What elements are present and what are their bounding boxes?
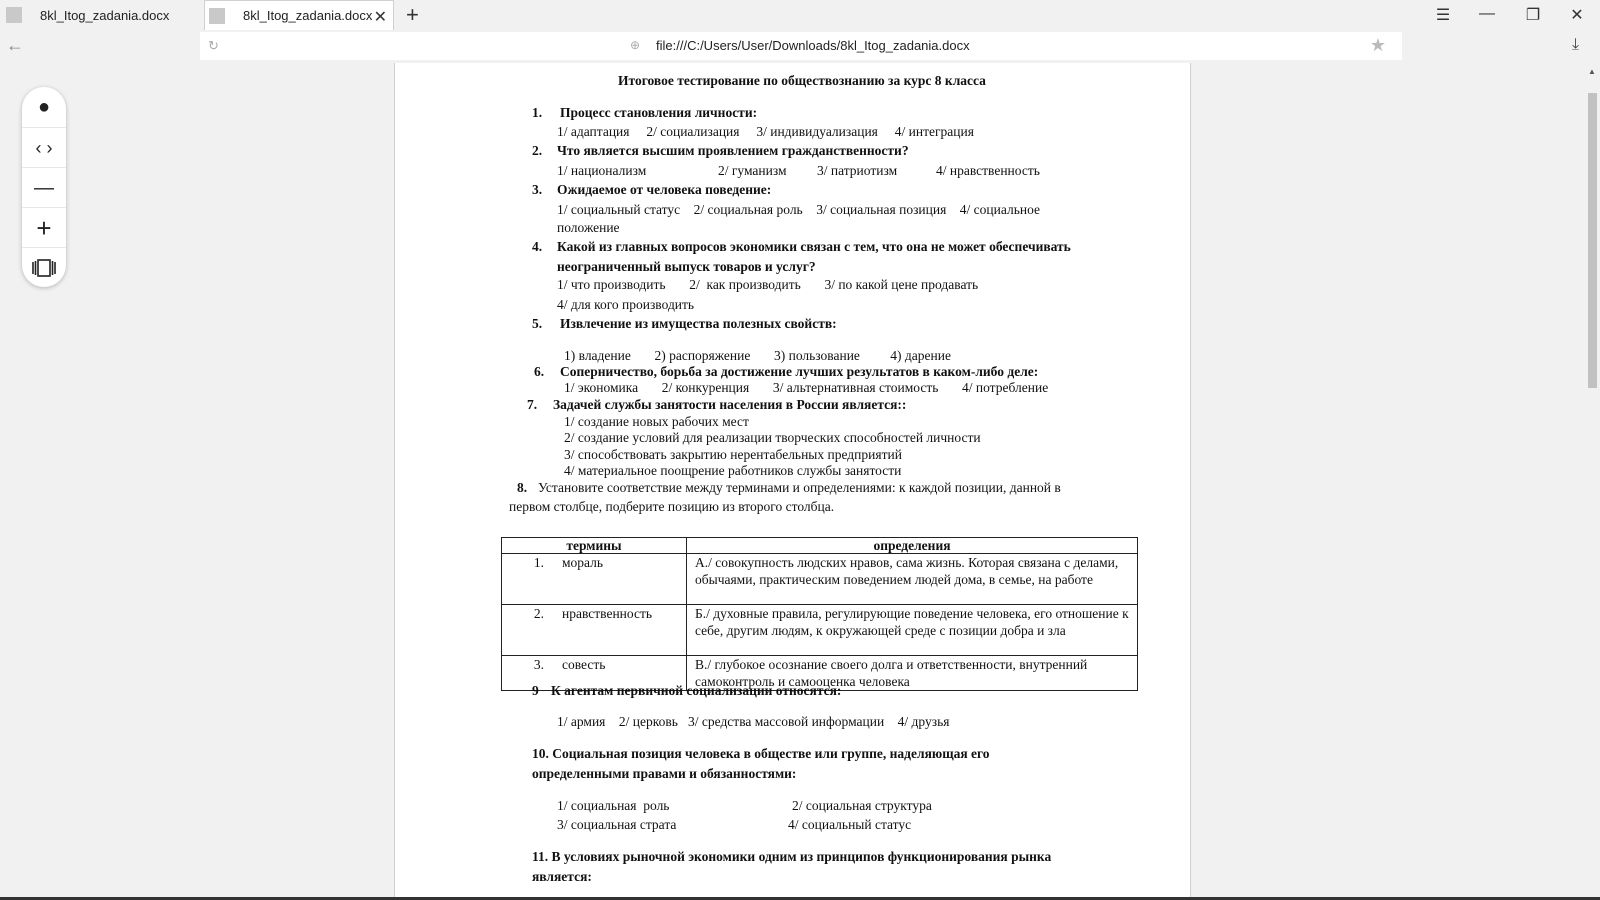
q2-option-1: 1/ национализм (557, 163, 647, 178)
q6-text: Соперничество, борьба за достижение лучших результатов в каком-либо деле: (560, 364, 1039, 379)
table-row (502, 605, 1138, 656)
q6-num: 6. (534, 364, 545, 379)
document-icon (6, 7, 22, 23)
close-tab-icon[interactable]: ✕ (373, 9, 387, 26)
q7-option-3: 3/ способствовать закрытию нерентабельных предприятий (564, 447, 902, 462)
table-header-row (502, 538, 1138, 554)
q10-option-2: 2/ социальная структура (792, 798, 932, 813)
q4-options-line2: 4/ для кого производить (557, 297, 695, 312)
document-page (394, 63, 1191, 900)
row-term: совесть (562, 657, 606, 672)
document-viewer (0, 63, 1585, 900)
q2-text: Что является высшим проявлением гражданственности? (557, 143, 909, 158)
q1-text: Процесс становления личности: (560, 105, 758, 120)
url-text[interactable]: file:///C:/Users/User/Downloads/8kl_Itog_zadania.docx (656, 38, 970, 53)
scroll-up-icon[interactable]: ▲ (1588, 67, 1596, 76)
new-tab-icon[interactable]: + (406, 2, 419, 27)
header-terms: термины (502, 538, 687, 554)
row-definition: Б./ духовные правила, регулирующие поведение человека, его отношение к себе, другим людям, к окружающей среде с позиции добра и зла (687, 605, 1138, 656)
q5-num: 5. (532, 316, 543, 331)
row-term: нравственность (562, 606, 653, 621)
q9-options: 1/ армия 2/ церковь 3/ средства массовой информации 4/ друзья (557, 714, 950, 729)
row-definition: А./ совокупность людских нравов, сама жизнь. Которая связана с делами, обычаями, практическим поведением людей дома, в семье, на работе (687, 554, 1138, 605)
q3-num: 3. (532, 182, 543, 197)
row-definition: В./ глубокое осознание своего долга и ответственности, внутренний самоконтроль и самооценка человека (687, 656, 1138, 691)
header-definitions: определения (687, 538, 1138, 554)
table-row (502, 554, 1138, 605)
row-num: 2. (533, 606, 544, 621)
q3-text: Ожидаемое от человека поведение: (557, 182, 772, 197)
q4-options-line1: 1/ что производить 2/ как производить 3/ по какой цене продавать (557, 277, 979, 292)
menu-icon[interactable]: ☰ (1435, 7, 1451, 24)
reload-icon[interactable]: ↻ (208, 38, 219, 53)
restore-icon[interactable]: ❐ (1525, 7, 1541, 24)
url-field[interactable] (200, 32, 1402, 60)
q9-text: К агентам первичной социализации относятся: (551, 683, 842, 698)
scrollbar-thumb[interactable] (1588, 93, 1597, 388)
q4-text-line2: неограниченный выпуск товаров и услуг? (557, 259, 816, 274)
page-navigation-icon[interactable]: ‹ › (22, 127, 66, 168)
back-arrow-icon[interactable]: ← (6, 35, 24, 55)
terms-table (501, 537, 1138, 691)
bookmark-star-icon[interactable]: ★ (1369, 35, 1386, 55)
q3-options-line2: положение (557, 220, 620, 235)
viewer-toolbar (22, 87, 66, 287)
q7-option-2: 2/ создание условий для реализации творческих способностей личности (564, 430, 981, 445)
q8-text-line1: Установите соответствие между терминами и определениями: к каждой позиции, данной в (538, 480, 1061, 495)
q3-options-line1: 1/ социальный статус 2/ социальная роль 3/ социальная позиция 4/ социальное (557, 202, 1040, 217)
doc-title: Итоговое тестирование по обществознанию за курс 8 класса (618, 73, 986, 88)
zoom-in-icon[interactable]: + (22, 207, 66, 248)
fit-page-svg (30, 259, 58, 277)
q1-num: 1. (532, 105, 543, 120)
q7-text: Задачей службы занятости населения в России является:: (553, 397, 907, 412)
q7-option-4: 4/ материальное поощрение работников службы занятости (564, 463, 902, 478)
tab-1[interactable] (6, 0, 196, 30)
tab-1-label: 8kl_Itog_zadania.docx (40, 7, 170, 23)
tab-bar (0, 0, 1600, 30)
q7-num: 7. (527, 397, 538, 412)
document-icon (209, 8, 225, 24)
q10-option-1: 1/ социальная роль (557, 798, 670, 813)
tab-2-active[interactable] (204, 0, 394, 30)
q11-text-line2: является: (532, 869, 592, 884)
fit-page-icon[interactable] (22, 247, 66, 288)
q9-num: 9 (532, 683, 539, 698)
dot-icon[interactable]: ● (37, 95, 51, 118)
close-window-icon[interactable]: ✕ (1570, 7, 1584, 24)
zoom-out-icon[interactable]: — (22, 167, 66, 208)
q4-num: 4. (532, 239, 543, 254)
q11-text-line1: 11. В условиях рыночной экономики одним из принципов функционирования рынка (532, 849, 1052, 864)
q10-text-line1: 10. Социальная позиция человека в обществе или группе, наделяющая его (532, 746, 990, 761)
address-bar (0, 30, 1600, 63)
download-icon[interactable]: ⤓ (1572, 36, 1580, 53)
q7-option-1: 1/ создание новых рабочих мест (564, 414, 749, 429)
row-num: 1. (533, 555, 544, 570)
vertical-scrollbar[interactable] (1585, 63, 1600, 900)
q2-option-4: 4/ нравственность (936, 163, 1040, 178)
q2-option-3: 3/ патриотизм (817, 163, 898, 178)
row-term: мораль (562, 555, 604, 570)
q5-text: Извлечение из имущества полезных свойств: (560, 316, 837, 331)
q4-text-line1: Какой из главных вопросов экономики связан с тем, что она не может обеспечивать (557, 239, 1071, 254)
tab-2-label: 8kl_Itog_zadania.docx (243, 8, 373, 23)
q10-option-3: 3/ социальная страта (557, 817, 677, 832)
q2-option-2: 2/ гуманизм (718, 163, 787, 178)
q5-options: 1) владение 2) распоряжение 3) пользование 4) дарение (564, 348, 951, 363)
q8-text-line2: первом столбце, подберите позицию из второго столбца. (509, 499, 835, 514)
q6-options: 1/ экономика 2/ конкуренция 3/ альтернативная стоимость 4/ потребление (564, 380, 1049, 395)
q8-num: 8. (517, 480, 528, 495)
q10-text-line2: определенными правами и обязанностями: (532, 766, 797, 781)
minimize-icon[interactable]: — (1479, 5, 1495, 22)
q2-num: 2. (532, 143, 543, 158)
row-num: 3. (533, 657, 544, 672)
globe-icon: ⊕ (630, 38, 641, 52)
q1-options: 1/ адаптация 2/ социализация 3/ индивидуализация 4/ интеграция (557, 124, 974, 139)
q10-option-4: 4/ социальный статус (788, 817, 912, 832)
